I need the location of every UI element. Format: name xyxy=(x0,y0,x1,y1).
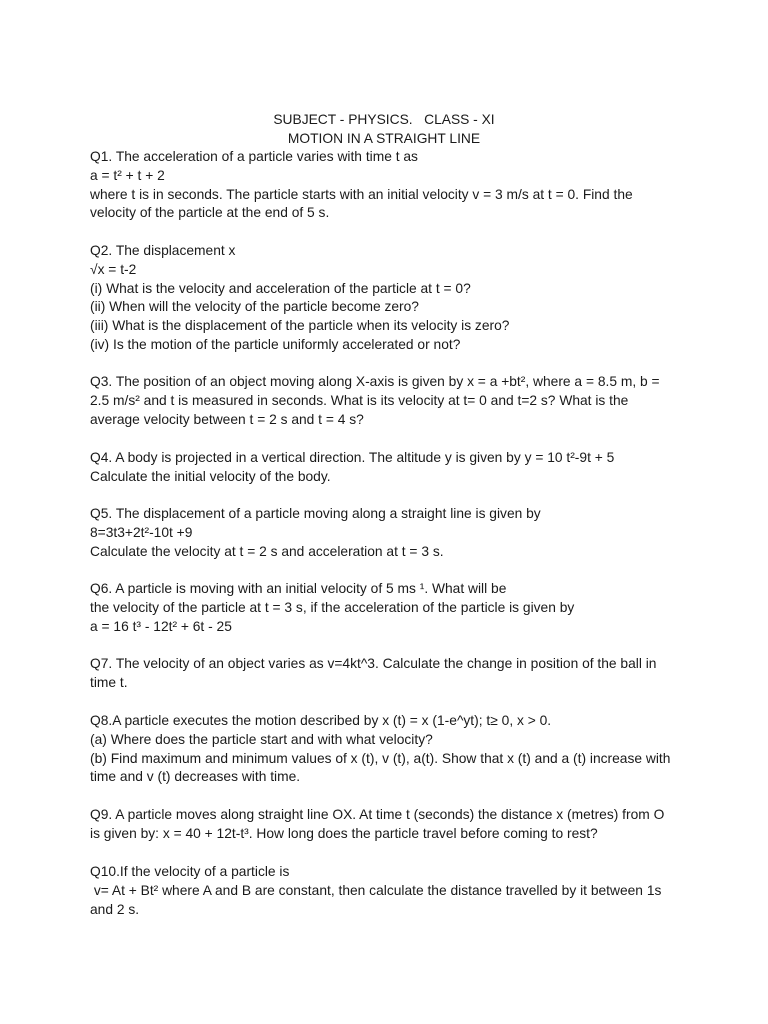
question-text-line: 2.5 m/s² and t is measured in seconds. What is its velocity at t= 0 and t=2 s? What is the xyxy=(90,392,629,408)
question-text-line: 8=3t3+2t²-10t +9 xyxy=(90,524,193,540)
question-3 xyxy=(90,373,680,429)
question-text-line: Q1. The acceleration of a particle varies with time t as xyxy=(90,149,418,164)
question-text-line: (i) What is the velocity and acceleration of the particle at t = 0? xyxy=(90,280,471,296)
question-10 xyxy=(90,863,680,919)
question-text-line: Q6. A particle is moving with an initial velocity of 5 ms ¹. What will be xyxy=(90,581,507,596)
question-7 xyxy=(90,655,680,693)
question-text-line: Calculate the velocity at t = 2 s and acceleration at t = 3 s. xyxy=(90,543,444,559)
question-5 xyxy=(90,505,680,561)
question-text-line: (iv) Is the motion of the particle uniformly accelerated or not? xyxy=(90,336,461,352)
subject-class-line: SUBJECT - PHYSICS. CLASS - XI xyxy=(273,112,495,127)
question-text-line: Q10.If the velocity of a particle is xyxy=(90,864,290,879)
question-text-line: Q2. The displacement x xyxy=(90,243,236,258)
question-text-line: velocity of the particle at the end of 5 s. xyxy=(90,205,330,221)
question-text-line: where t is in seconds. The particle starts with an initial velocity v = 3 m/s at t = 0. Find the xyxy=(90,186,633,202)
question-text-line: Q8.A particle executes the motion described by x (t) = x (1-e^yt); t≥ 0, x > 0. xyxy=(90,713,552,728)
question-text-line: a = t² + t + 2 xyxy=(90,167,165,183)
question-text-line: Q7. The velocity of an object varies as v=4kt^3. Calculate the change in position of the ball in xyxy=(90,656,657,671)
chapter-title: MOTION IN A STRAIGHT LINE xyxy=(287,130,481,146)
question-text-line: and 2 s. xyxy=(90,901,140,917)
question-text-line: (a) Where does the particle start and with what velocity? xyxy=(90,731,433,747)
question-text-line: is given by: x = 40 + 12t-t³. How long does the particle travel before coming to rest? xyxy=(90,825,598,841)
question-text-line: (b) Find maximum and minimum values of x (t), v (t), a(t). Show that x (t) and a (t) increase with xyxy=(90,750,671,766)
question-text-line: √x = t-2 xyxy=(90,261,137,277)
question-1 xyxy=(90,148,680,223)
question-text-line: Q5. The displacement of a particle moving along a straight line is given by xyxy=(90,506,541,521)
question-text-line: the velocity of the particle at t = 3 s, if the acceleration of the particle is given by xyxy=(90,599,575,615)
question-9 xyxy=(90,806,680,844)
question-4 xyxy=(90,449,680,487)
question-text-line: v= At + Bt² where A and B are constant, then calculate the distance travelled by it between 1s xyxy=(90,882,662,898)
question-text-line: Q9. A particle moves along straight line OX. At time t (seconds) the distance x (metres) from O xyxy=(90,807,665,822)
question-text-line: (iii) What is the displacement of the particle when its velocity is zero? xyxy=(90,318,510,334)
question-text-line: Q4. A body is projected in a vertical direction. The altitude y is given by y = 10 t²-9t + 5 xyxy=(90,450,615,465)
question-text-line: time and v (t) decreases with time. xyxy=(90,769,301,785)
question-text-line: Q3. The position of an object moving along X-axis is given by x = a +bt², where a = 8.5 m, b = xyxy=(90,374,660,389)
question-text-line: Calculate the initial velocity of the body. xyxy=(90,468,331,484)
question-6 xyxy=(90,580,680,636)
question-text-line: (ii) When will the velocity of the particle become zero? xyxy=(90,299,419,315)
question-text-line: a = 16 t³ - 12t² + 6t - 25 xyxy=(90,618,232,634)
question-2 xyxy=(90,242,680,355)
question-8 xyxy=(90,712,680,787)
worksheet-header xyxy=(0,111,768,149)
question-text-line: time t. xyxy=(90,674,128,690)
question-text-line: average velocity between t = 2 s and t = 4 s? xyxy=(90,411,364,427)
